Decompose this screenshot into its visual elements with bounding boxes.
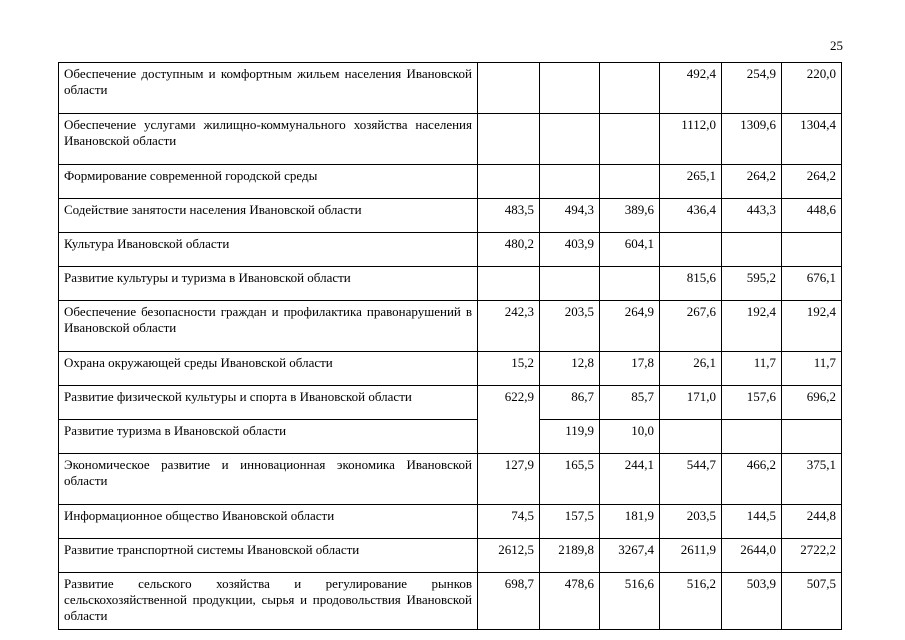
value-cell: 220,0 (782, 63, 842, 114)
table-row (59, 386, 842, 420)
value-cell (660, 420, 722, 454)
table-row (59, 352, 842, 386)
value-cell: 815,6 (660, 267, 722, 301)
value-cell: 1304,4 (782, 114, 842, 165)
value-cell: 492,4 (660, 63, 722, 114)
value-cell: 244,8 (782, 505, 842, 539)
value-cell (540, 165, 600, 199)
value-cell: 10,0 (600, 420, 660, 454)
value-cell (722, 233, 782, 267)
value-cell: 2722,2 (782, 539, 842, 573)
value-cell: 192,4 (782, 301, 842, 352)
page-number: 25 (830, 38, 843, 53)
program-name-cell: Развитие физической культуры и спорта в Ивановской области (59, 386, 478, 420)
table-row (59, 454, 842, 505)
value-cell: 157,5 (540, 505, 600, 539)
value-cell: 165,5 (540, 454, 600, 505)
value-cell: 448,6 (782, 199, 842, 233)
budget-table (58, 62, 842, 630)
value-cell: 544,7 (660, 454, 722, 505)
value-cell (600, 63, 660, 114)
table-row (59, 114, 842, 165)
value-cell: 264,2 (782, 165, 842, 199)
value-cell: 144,5 (722, 505, 782, 539)
value-cell: 2612,5 (478, 539, 540, 573)
value-cell: 267,6 (660, 301, 722, 352)
table-row (59, 420, 842, 454)
value-cell (782, 420, 842, 454)
value-cell (660, 233, 722, 267)
value-cell: 2189,8 (540, 539, 600, 573)
table-body (59, 63, 842, 630)
program-name-cell: Обеспечение доступным и комфортным жильем населения Ивановской области (59, 63, 478, 114)
value-cell: 604,1 (600, 233, 660, 267)
value-cell: 157,6 (722, 386, 782, 420)
value-cell: 503,9 (722, 573, 782, 630)
value-cell (478, 267, 540, 301)
program-name-cell: Содействие занятости населения Ивановской области (59, 199, 478, 233)
value-cell: 403,9 (540, 233, 600, 267)
table-row (59, 301, 842, 352)
value-cell: 11,7 (782, 352, 842, 386)
value-cell: 2644,0 (722, 539, 782, 573)
value-cell: 436,4 (660, 199, 722, 233)
table-row (59, 505, 842, 539)
value-cell: 244,1 (600, 454, 660, 505)
program-name-cell: Экономическое развитие и инновационная экономика Ивановской области (59, 454, 478, 505)
value-cell: 264,9 (600, 301, 660, 352)
value-cell: 86,7 (540, 386, 600, 420)
value-cell: 1112,0 (660, 114, 722, 165)
value-cell: 1309,6 (722, 114, 782, 165)
value-cell: 622,9 (478, 386, 540, 454)
value-cell (600, 114, 660, 165)
table-row (59, 199, 842, 233)
value-cell: 2611,9 (660, 539, 722, 573)
value-cell (722, 420, 782, 454)
value-cell: 181,9 (600, 505, 660, 539)
value-cell: 595,2 (722, 267, 782, 301)
program-name-cell: Развитие туризма в Ивановской области (59, 420, 478, 454)
value-cell (540, 63, 600, 114)
program-name-cell: Обеспечение безопасности граждан и профилактика правонарушений в Ивановской области (59, 301, 478, 352)
table-row (59, 573, 842, 630)
program-name-cell: Формирование современной городской среды (59, 165, 478, 199)
value-cell: 17,8 (600, 352, 660, 386)
program-name-cell: Информационное общество Ивановской области (59, 505, 478, 539)
value-cell: 494,3 (540, 199, 600, 233)
value-cell (600, 165, 660, 199)
program-name-cell: Развитие культуры и туризма в Ивановской области (59, 267, 478, 301)
table-row (59, 539, 842, 573)
value-cell: 12,8 (540, 352, 600, 386)
value-cell: 171,0 (660, 386, 722, 420)
program-name-cell: Культура Ивановской области (59, 233, 478, 267)
value-cell: 483,5 (478, 199, 540, 233)
value-cell: 698,7 (478, 573, 540, 630)
value-cell: 242,3 (478, 301, 540, 352)
program-name-cell: Обеспечение услугами жилищно-коммунального хозяйства населения Ивановской области (59, 114, 478, 165)
value-cell: 375,1 (782, 454, 842, 505)
value-cell: 15,2 (478, 352, 540, 386)
table-row (59, 165, 842, 199)
value-cell (782, 233, 842, 267)
value-cell (478, 114, 540, 165)
value-cell (600, 267, 660, 301)
value-cell: 203,5 (540, 301, 600, 352)
value-cell: 119,9 (540, 420, 600, 454)
table-row (59, 267, 842, 301)
value-cell: 264,2 (722, 165, 782, 199)
value-cell: 3267,4 (600, 539, 660, 573)
table-row (59, 233, 842, 267)
value-cell: 389,6 (600, 199, 660, 233)
value-cell: 265,1 (660, 165, 722, 199)
value-cell: 507,5 (782, 573, 842, 630)
value-cell: 480,2 (478, 233, 540, 267)
value-cell: 443,3 (722, 199, 782, 233)
program-name-cell: Охрана окружающей среды Ивановской области (59, 352, 478, 386)
value-cell: 26,1 (660, 352, 722, 386)
value-cell: 516,6 (600, 573, 660, 630)
table-row (59, 63, 842, 114)
value-cell: 516,2 (660, 573, 722, 630)
value-cell (478, 63, 540, 114)
value-cell: 192,4 (722, 301, 782, 352)
value-cell: 696,2 (782, 386, 842, 420)
program-name-cell: Развитие сельского хозяйства и регулирование рынков сельскохозяйственной продукции, сырья и продовольствия Ивановской области (59, 573, 478, 630)
value-cell (478, 165, 540, 199)
value-cell: 676,1 (782, 267, 842, 301)
value-cell: 203,5 (660, 505, 722, 539)
program-name-cell: Развитие транспортной системы Ивановской области (59, 539, 478, 573)
value-cell: 85,7 (600, 386, 660, 420)
value-cell: 127,9 (478, 454, 540, 505)
value-cell (540, 267, 600, 301)
value-cell: 74,5 (478, 505, 540, 539)
value-cell: 478,6 (540, 573, 600, 630)
value-cell: 466,2 (722, 454, 782, 505)
value-cell: 11,7 (722, 352, 782, 386)
value-cell (540, 114, 600, 165)
value-cell: 254,9 (722, 63, 782, 114)
